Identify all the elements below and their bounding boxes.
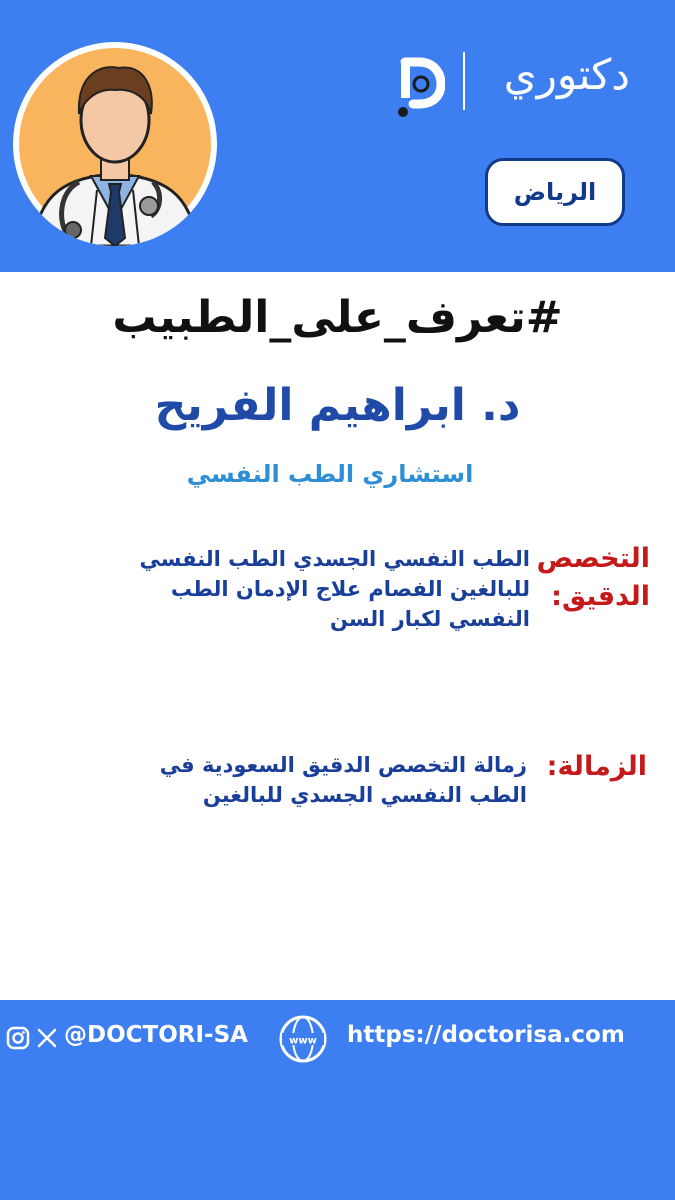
- doctor-name: د. ابراهيم الفريح: [154, 380, 521, 431]
- subspecialty-label-line2: الدقيق:: [551, 581, 650, 612]
- svg-text:www: www: [289, 1035, 317, 1047]
- social-handle[interactable]: @DOCTORI-SA: [64, 1022, 248, 1048]
- brand-logo-block: [390, 40, 630, 124]
- subspecialty-label-line1: التخصص: [536, 543, 650, 574]
- fellowship-line: الطب النفسي الجسدي للبالغين: [202, 783, 527, 807]
- instagram-icon[interactable]: [6, 1026, 30, 1054]
- fellowship-value: [77, 750, 527, 810]
- fellowship-label: الزمالة:: [546, 751, 647, 782]
- subspecialty-line: النفسي لكبار السن: [329, 607, 530, 631]
- x-twitter-icon[interactable]: [36, 1027, 58, 1053]
- city-badge: الرياض: [485, 158, 625, 226]
- doctori-logo-icon: [395, 56, 445, 122]
- fellowship-line: زمالة التخصص الدقيق السعودية في: [159, 753, 527, 777]
- hashtag-heading: #تعرف_على_الطبيب: [112, 292, 563, 343]
- brand-name: دكتوري: [503, 50, 630, 99]
- subspecialty-line: الطب النفسي الجسدي الطب النفسي: [139, 547, 530, 571]
- doctor-title: استشاري الطب النفسي: [186, 460, 474, 488]
- subspecialty-value: [80, 544, 530, 634]
- website-link[interactable]: https://doctorisa.com: [347, 1022, 625, 1048]
- brand-divider: [463, 52, 465, 110]
- subspecialty-line: للبالغين الفصام علاج الإدمان الطب: [170, 577, 530, 601]
- doctor-avatar: [13, 42, 217, 246]
- social-icons: [6, 1026, 58, 1054]
- globe-www-icon: [278, 1014, 328, 1068]
- subspecialty-label: [537, 540, 650, 616]
